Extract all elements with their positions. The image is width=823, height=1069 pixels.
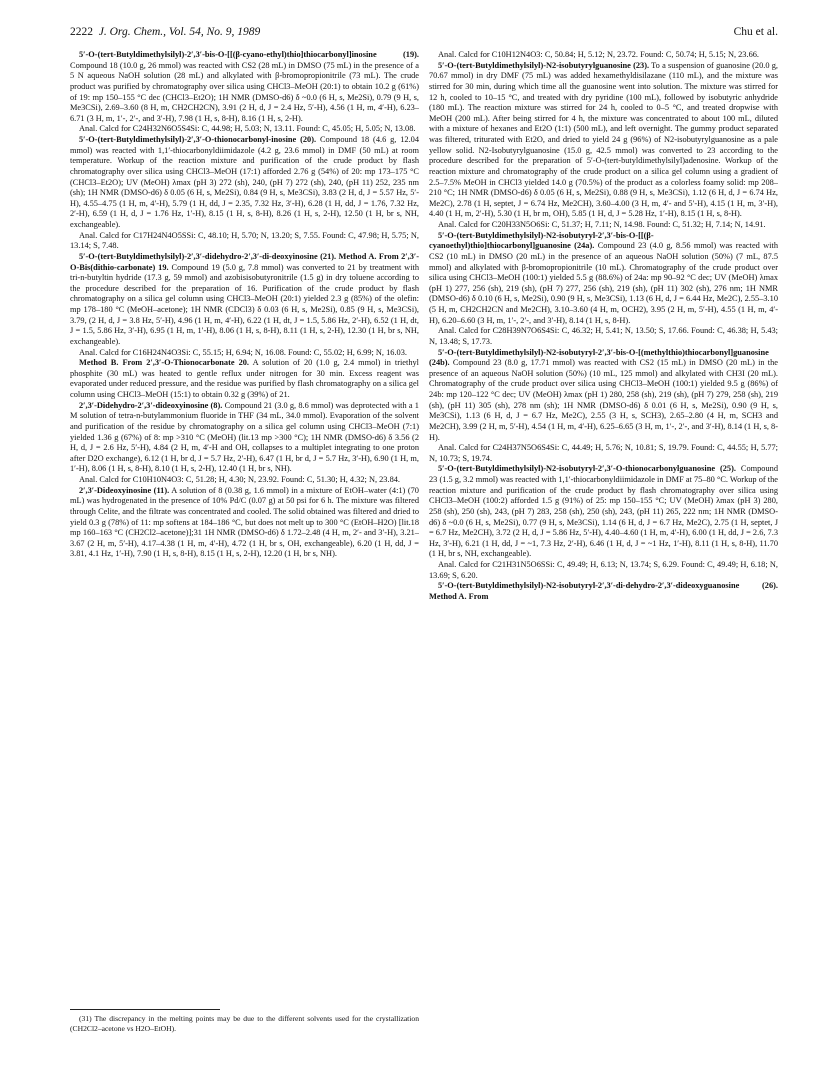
paragraph-heading: 5′-O-(tert-Butyldimethylsilyl)-2′,3′-O-thionocarbonyl-inosine (20). — [79, 135, 317, 144]
paragraph-heading: 5′-O-(tert-Butyldimethylsilyl)-N2-isobutyryl-2′,3′-bis-O-[[(β-cyanoethyl)thio]thiocarbonyl]guanosine (24a). — [429, 230, 654, 251]
paragraph — [70, 348, 419, 359]
paragraph — [429, 443, 778, 464]
left-column — [70, 50, 419, 1005]
paragraph-text: Anal. Calcd for C24H32N6O5S4Si: C, 44.98; H, 5.03; N, 13.11. Found: C, 45.05; H, 5.05; N, 13.08. — [79, 124, 416, 134]
header-left — [70, 23, 260, 41]
paragraph-text: Anal. Calcd for C24H37N5O6S4Si: C, 44.49; H, 5.76; N, 10.81; S, 19.79. Found: C, 44.55; H, 5.77; N, 10.73; S, 19.74. — [429, 443, 778, 463]
paragraph-heading: Method B. From 2′,3′-O-Thionocarbonate 20. — [79, 358, 250, 368]
paragraph-text: Compound 19 (5.0 g, 7.8 mmol) was converted to 21 by treatment with tri-n-butyltin hydride (17.3 g, 59 mmol) and azobisisobutyronitrile (1.5 g) in dry toluene according to the procedure described for the preparation of 16. Purification of the crude product by flash chromatography on a silica gel column using CHCl3–MeOH (20:1) yielded 2.3 g (85%) of the olefin: mp 178–180 °C (MeOH–acetone); 1H NMR (CDCl3) δ 0.03 (6 H, s, Me2Si), 0.85 (9 H, s, Me3CSi), 3.79, (2 H, d, J = 3.8 Hz, 5′-H), 4.96 (1 H, m, 4′-H), 6.22 (1 H, dt, J = 1.5, 5.86 Hz, 2′-H), 6.52 (1 H, dt, J = 1.5, 5.86 Hz, 3′-H), 6.95 (1 H, m, 1′-H), 8.06 (1 H, s, 8-H), 8.11 (1 H, s, 2-H), 12.30 (1 H, br s, NH, exchangeable). — [70, 262, 419, 346]
paragraph — [70, 231, 419, 252]
paragraph — [70, 401, 419, 475]
paragraph-text: Compound 23 (8.0 g, 17.71 mmol) was reacted with CS2 (15 mL) in DMSO (20 mL) in the presence of an aqueous NaOH solution (50%) (10 mL, 125 mmol) and alkylated with CH3I (20 mL). Chromatography of the crude product over silica using CHCl3–MeOH (100:1) yielded 9.5 g (86%) of 24b: mp 120–122 °C dec; UV (MeOH) λmax (pH 1) 280, 258 (sh), 219 (sh), (pH 7) 279, 258 (sh), 219 (sh), (pH 11) 305 (sh), 278 nm (sh); 1H NMR (DMSO-d6) δ 0.01 (6 H, s, Me2Si), 0.90 (9 H, s, Me3CSi), 1.13 (6 H, d, J = 6.7 Hz, Me2C), 2.55 (3 H, s, SCH3), 2.65–2.80 (4 H, m, SCH3 and Me2CH), 3.99 (2 H, m, 5′-H), 4.54 (1 H, m, 4′-H), 6.25–6.65 (3 H, m, 1′-, 2′-, and 3′-H), 8.14 (1 H, s, 8-H). — [429, 358, 778, 442]
paragraph-text: To a suspension of guanosine (20.0 g, 70.67 mmol) in dry DMF (75 mL) was added hexamethyldisilazane (110 mL), and the mixture was stirred for 30 min, during which time all the guanosine went into solution. The mixture was stirred for 12 h, cooled to 10–15 °C, and treated with dry pyridine (100 mL), followed by isobutyric anhydride (180 mL). The reaction mixture was stirred for 24 h, cooled to 0–5 °C, and treated dropwise with MeOH (200 mL). After being stirred for 4 h, the mixture was concentrated to about 100 mL, diluted with a mixture of hexanes and Et2O (1:1) (500 mL), and left overnight. The gummy product separated was filtered, triturated with Et2O, and dried to yield 24 g (96%) of N2-isobutyrylguanosine as a pale yellow solid. N2-Isobutyrylguanosine (15.0 g, 42.5 mmol) was converted to 23 according to the procedure described for the preparation of 5′-O-(tert-butyldimethylsilyl)adenosine. Workup of the reaction mixture and chromatography of the crude product on a silica gel column using a gradient of 2.5–7.5% MeOH in CHCl3 yielded 14.0 g (70.5%) of the product as a colorless foamy solid: mp 208–210 °C; 1H NMR (DMSO-d6) δ 0.05 (6 H, s, Me2Si), 0.88 (9 H, s, Me3CSi), 1.12 (6 H, d, J = 6.74 Hz, Me2C), 2.78 (1 H, septet, J = 6.74 Hz, Me2CH), 3.60–4.00 (3 H, m, 4′- and 5′-H), 4.15 (1 H, m, 3′-H), 4.40 (1 H, m, 2′-H), 5.30 (1 H, br m, OH), 5.85 (1 H, d, J = 5.28 Hz, 1′-H), 8.15 (1 H, s, 8-H). — [429, 60, 778, 219]
paragraph — [429, 231, 778, 327]
paragraph — [429, 560, 778, 581]
paragraph — [70, 475, 419, 486]
right-column — [429, 50, 778, 1050]
journal-citation: J. Org. Chem., Vol. 54, No. 9, 1989 — [98, 26, 261, 38]
paragraph-text: Compound 21 (3.0 g, 8.6 mmol) was deprotected with a 1 M solution of tetra-n-butylammonium fluoride in THF (34 mL, 34.0 mmol). Evaporation of the solvent and purification of the residue by chromatography on a silica gel column using CHCl3–MeOH (7:1) yielded 1.36 g (67%) of 8: mp >310 °C (MeOH) (lit.13 mp >300 °C); 1H NMR (DMSO-d6) δ 3.56 (2 H, d, J = 2.6 Hz, 5′-H), 4.84 (2 H, m, 4′-H and OH, collapses to a multiplet integrating to one proton after D2O exchange), 6.12 (1 H, br d, J = 5.7 Hz, 2′-H), 6.47 (1 H, br d, J = 5.7 Hz, 3′-H), 6.90 (1 H, m, 1′-H), 8.06 (1 H, s, 8-H), 8.10 (1 H, s, 2-H), 12.40 (1 H, br s, NH). — [70, 400, 419, 474]
paragraph-text: Compound 23 (4.0 g, 8.56 mmol) was reacted with CS2 (10 mL) in DMSO (20 mL) in the presence of an aqueous NaOH solution (50%) (7 mL, 87.5 mmol) and alkylated with β-bromopropionitrile (10 mL). Chromatography of the crude product over silica using CHCl3–MeOH (100:1) yielded 5.5 g (88.6%) of 24a: mp 90–92 °C dec; UV (MeOH) λmax (pH 1) 277, 256 (sh), 219 (sh), (pH 7) 277, 256 (sh), 219 (sh), (pH 11) 302 (sh), 276 nm; 1H NMR (DMSO-d6) δ 0.10 (6 H, s, Me2Si), 0.90 (9 H, s, Me3CSi), 1.13 (6 H, d, J = 6.44 Hz, Me2C), 2.55–3.10 (5 H, m, CH2CH2CN and Me2CH), 3.10–3.60 (4 H, m, OCH2), 3.95 (2 H, m, 5′-H), 4.55 (1 H, m, 4′-H), 6.20–6.60 (3 H, m, 1′-, 2′-, and 3′-H), 8.14 (1 H, s, 8-H). — [429, 241, 778, 325]
paragraph-heading: 5′-O-(tert-Butyldimethylsilyl)-N2-isobutyryl-2′,3′-di-dehydro-2′,3′-dideoxyguanosine (26). Method A. From — [429, 581, 778, 601]
paragraph — [70, 252, 419, 348]
paragraph-text: Anal. Calcd for C17H24N4O5SSi: C, 48.10; H, 5.70; N, 13.20; S, 7.55. Found: C, 47.98; H, 5.75; N, 13.14; S, 7.48. — [70, 230, 419, 251]
paragraph — [429, 464, 778, 560]
paragraph — [429, 220, 778, 231]
paragraph-heading: 5′-O-(tert-Butyldimethylsilyl)-2′,3′-bis-O-[[(β-cyano-ethyl)thio]thiocarbonyl]inosine (19). — [79, 50, 419, 59]
paragraph-text: Anal. Calcd for C16H24N4O3Si: C, 55.15; H, 6.94; N, 16.08. Found: C, 55.02; H, 6.99; N, 16.03. — [79, 347, 407, 357]
paragraph-text: Compound 18 (4.6 g, 12.04 mmol) was reacted with 1,1′-thiocarbonyldiimidazole (4.2 g, 23.6 mmol) in DMF (50 mL) at room temperature. Workup of the reaction mixture and purification of the crude product by flash chromatography over silica using CHCl3–MeOH (17:1) afforded 2.76 g (54%) of 20: mp 173–175 °C (CHCl3–Et2O); UV (MeOH) λmax (pH 3) 272 (sh), 240, (pH 7) 272 (sh), 240, (pH 11) 252, 235 nm (sh); 1H NMR (DMSO-d6) δ 0.05 (6 H, s, Me2Si), 0.84 (9 H, s, Me3CSi), 3.83 (2 H, d, J = 5.57 Hz, 5′-H), 4.55–4.75 (1 H, m, 4′-H), 5.79 (1 H, dd, J = 2.35, 7.32 Hz, 3′-H), 6.28 (1 H, dd, J = 1.76, 7.32 Hz, 2′-H), 6.59 (1 H, d, J = 1.76 Hz, 1′-H), 8.15 (1 H, s, 8-H), 8.26 (1 H, s, 2-H), 12.50 (1 H, br s, NH, exchangeable). — [70, 135, 419, 229]
paragraph-text: Compound 18 (10.0 g, 26 mmol) was reacted with CS2 (28 mL) in DMSO (75 mL) in the presence of a 5 N aqueous NaOH solution (28 mL) and alkylated with β-bromopropionitrile (73 mL). The crude product was purified by chromatography over silica using CHCl3–MeOH (20:1) to obtain 10.2 g (61%) of 19: mp 150–155 °C dec (CHCl3–Et2O); 1H NMR (DMSO-d6) δ ~0.0 (6 H, s, Me2Si), 0.79 (9 H, s, Me3CSi), 2.69–3.60 (8 H, m, CH2CH2CN), 3.91 (2 H, d, J = 2.4 Hz, 5′-H), 4.56 (1 H, m, 4′-H), 6.23–6.71 (3 H, m, 1′-, 2′-, and 3′-H), 7.98 (1 H, s, 8-H), 8.16 (1 H, s, 2-H). — [70, 60, 419, 123]
paragraph-heading: 2′,3′-Didehydro-2′,3′-dideoxyinosine (8). — [79, 400, 223, 410]
paragraph-text: Anal. Calcd for C28H39N7O6S4Si: C, 46.32; H, 5.41; N, 13.50; S, 17.66. Found: C, 46.38; H, 5.43; N, 13.48; S, 17.73. — [429, 326, 778, 346]
paragraph-text: Anal. Calcd for C10H12N4O3: C, 50.84; H, 5.12; N, 23.72. Found: C, 50.74; H, 5.15; N, 23.66. — [438, 50, 759, 59]
paragraph-heading: 5′-O-(tert-Butyldimethylsilyl)-2′,3′-didehydro-2′,3′-di-deoxyinosine (21). Method A. From 2′,3′-O-Bis(dithio-carbonate) 19. — [70, 251, 419, 272]
paragraph-heading: 5′-O-(tert-Butyldimethylsilyl)-N2-isobutyrylguanosine (23). — [438, 60, 650, 70]
paragraph-text: Anal. Calcd for C20H33N5O6Si: C, 51.37; H, 7.11; N, 14.98. Found: C, 51.32; H, 7.14; N, 14.91. — [438, 220, 766, 229]
footnote-text: (31) The discrepancy in the melting points may be due to the different solvents used for the crystallization (CH2Cl2–acetone vs H2O–EtOH). — [70, 1014, 419, 1033]
paragraph — [429, 50, 778, 61]
page-number: 2222 — [70, 26, 93, 38]
paragraph-heading: 2′,3′-Dideoxyinosine (11). — [79, 485, 170, 495]
paragraph — [429, 326, 778, 347]
paragraph — [70, 124, 419, 135]
paragraph — [70, 135, 419, 231]
header-authors: Chu et al. — [733, 26, 778, 38]
page-header — [70, 23, 778, 41]
footnote — [70, 1014, 419, 1034]
paragraph — [429, 581, 778, 602]
paragraph — [70, 358, 419, 401]
paragraph-text: A solution of 8 (0.38 g, 1.6 mmol) in a mixture of EtOH–water (4:1) (70 mL) was hydrogenated in the presence of 10% Pd/C (0.07 g) at 50 psi for 6 h. The mixture was filtered through Celite, and the filtrate was concentrated and cooled. The solid obtained was filtered and dried to yield 0.3 g (78%) of 11: mp softens at 184–186 °C, but does not melt up to 300 °C (EtOH–H2O) [lit.18 mp 160–163 °C (CH2Cl2–acetone)];31 1H NMR (DMSO-d6) δ 1.72–2.48 (4 H, m, 2′- and 3′-H), 3.21–3.67 (2 H, m, 5′-H), 4.17–4.38 (1 H, m, 4′-H), 4.72 (1 H, br s, OH, exchangeable), 6.20 (1 H, dd, J = 3.81, 4.1 Hz, 1′-H), 7.90 (1 H, s, 8-H), 8.15 (1 H, s, 2-H), 12.20 (1 H, br s, NH). — [70, 485, 419, 559]
paragraph-heading: 5′-O-(tert-Butyldimethylsilyl)-N2-isobutyryl-2′,3′-O-thionocarbonylguanosine (25). — [438, 464, 736, 474]
paragraph-text: Compound 23 (1.5 g, 3.2 mmol) was reacted with 1,1′-thiocarbonyldiimidazole in DMF at 75–80 °C. Workup of the reaction mixture and purification of the crude product by flash chromatography over silica using CHCl3–MeOH (100:2) afforded 1.5 g (91%) of 25: mp 150–155 °C; UV (MeOH) λmax (pH 3) 280, 258 (sh), 250 (sh), 243, (pH 7) 283, 258 (sh), 250 (sh), 243, (pH 11) 265, 222 nm; 1H NMR (DMSO-d6) δ ~0.0 (6 H, s, Me2Si), 0.77 (9 H, s, Me3CSi), 1.14 (6 H, d, J = 6.7 Hz, Me2C), 2.75 (1 H, septet, J = 6.7 Hz, Me2CH), 3.72 (2 H, d, J = 5.86 Hz, 5′-H), 4.40–4.60 (1 H, m, 4′-H), 6.00 (1 H, dd, J = 2.6, 7.3 Hz, 3′-H), 6.21 (1 H, dd, J = ~1, 7.3 Hz, 2′-H), 6.46 (1 H, d, J = ~1 Hz, 1′-H), 8.11 (1 H, s, 8-H), 11.70 (1 H, br s, NH, exchangeable). — [429, 464, 778, 559]
paragraph — [70, 50, 419, 124]
paragraph-text: Anal. Calcd for C10H10N4O3: C, 51.28; H, 4.30; N, 23.92. Found: C, 51.30; H, 4.32; N, 23.84. — [79, 475, 400, 484]
paragraph-text: A solution of 20 (1.0 g, 2.4 mmol) in triethyl phosphite (30 mL) was heated to gentle reflux under nitrogen for 30 min. Excess reagent was evaporated under reduced pressure, and the residue was purified by flash chromatography on a silica gel column using CHCl3–MeOH (15:1) to obtain 0.32 g (39%) of 21. — [70, 358, 419, 399]
paragraph-text: Anal. Calcd for C21H31N5O6SSi: C, 49.49; H, 6.13; N, 13.74; S, 6.29. Found: C, 49.49; H, 6.18; N, 13.69; S, 6.20. — [429, 560, 778, 580]
footnote-rule — [70, 1009, 220, 1010]
paragraph — [70, 486, 419, 560]
paragraph-heading: 5′-O-(tert-Butyldimethylsilyl)-N2-isobutyryl-2′,3′-bis-O-[(methylthio)thiocarbonyl]guanosine (24b). — [429, 347, 769, 368]
paragraph — [429, 61, 778, 220]
paragraph — [429, 348, 778, 444]
